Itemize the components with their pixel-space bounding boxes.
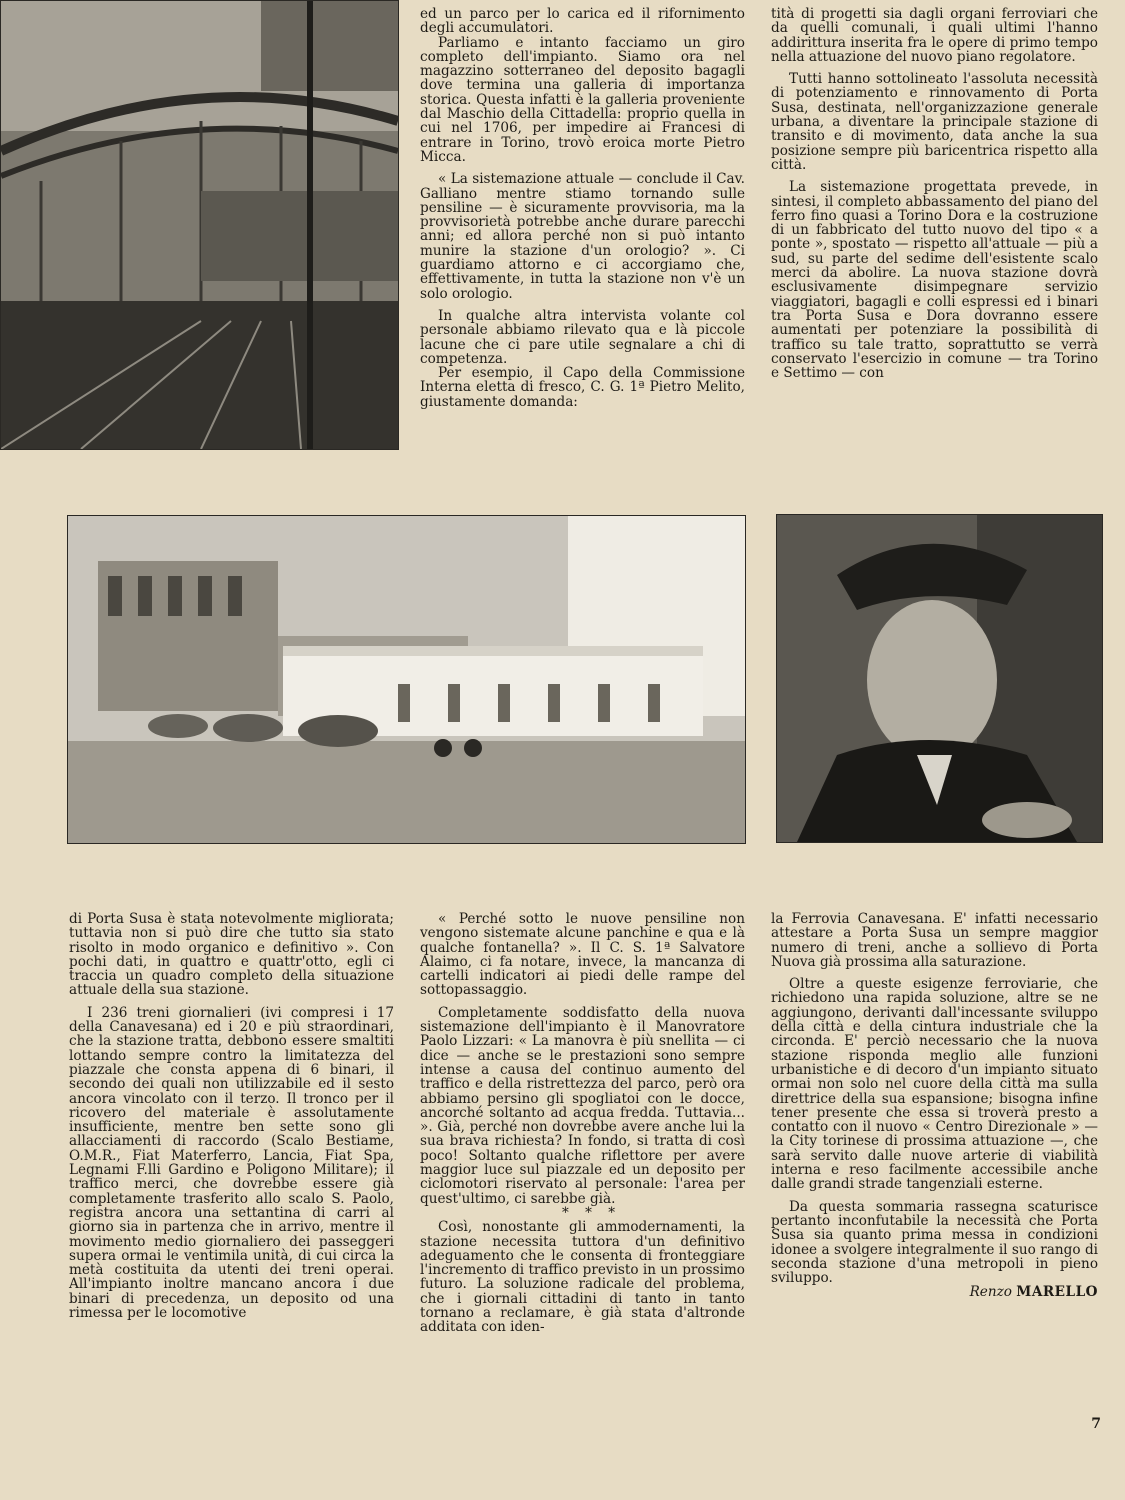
bottom-column-right xyxy=(771,912,1098,1300)
paragraph: In qualche altra intervista volante col personale abbiamo rilevato qua e là piccole lacune che ci pare utile segnalare a chi di competenza. xyxy=(420,307,745,367)
railway-bridge-photo xyxy=(0,0,399,450)
bottom-column-left xyxy=(69,912,394,1320)
page-number: 7 xyxy=(1091,1416,1101,1432)
paragraph: Parliamo e intanto facciamo un giro completo dell'impianto. Siamo ora nel magazzino sotterraneo del deposito bagagli dove termina una galleria di importanza storica. Questa infatti è la galleria proveniente dal Maschio della Cittadella: proprio quella in cui nel 1706, per impedire ai Francesi di entrare in Torino, trovò eroica morte Pietro Micca. xyxy=(420,34,745,165)
station-building-photo xyxy=(67,515,746,844)
author-first-name: Renzo xyxy=(969,1284,1012,1301)
top-column-right xyxy=(771,7,1098,380)
author-last-name: MARELLO xyxy=(1016,1284,1098,1301)
top-column-middle xyxy=(420,7,745,409)
paragraph: I 236 treni giornalieri (ivi compresi i 17 della Canavesana) ed i 20 e più straordinari, che la stazione tratta, debbono essere smaltiti lottando sempre contro la limitatezza del piazzale che consta appena di 6 binari, il secondo dei quali non utilizzabile ed il sesto ancora vincolato con il terzo. Il tronco per il ricovero del materiale è assolutamente insufficiente, mentre ben sette sono gli allacciamenti di raccordo (Scalo Bestiame, O.M.R., Fiat Materferro, Lancia, Fiat Spa, Legnami F.lli Gardino e Poligono Militare); il traffico merci, che dovrebbe essere già completamente trasferito allo scalo S. Paolo, registra ancora una settantina di carri al giorno sia in partenza che in arrivo, mentre il movimento medio giornaliero dei passeggeri supera ormai le ventimila unità, di cui circa la metà costituita da utenti dei treni operai. All'impianto inoltre mancano ancora i due binari di precedenza, un deposito od una rimessa per le locomotive xyxy=(69,1004,394,1322)
paragraph: Tutti hanno sottolineato l'assoluta necessità di potenziamento e rinnovamento di Porta Susa, destinata, nell'organizzazione generale urbana, a diventare la principale stazione di transito e di movimento, data anche la sua posizione sempre più baricentrica rispetto alla città. xyxy=(771,71,1098,173)
railway-officer-portrait xyxy=(776,514,1103,843)
station-building-illustration xyxy=(68,516,745,843)
officer-illustration xyxy=(777,515,1102,842)
paragraph: la Ferrovia Canavesana. E' infatti necessario attestare a Porta Susa un sempre maggior numero di treni, anche a sollievo di Porta Nuova già prossima alla saturazione. xyxy=(771,911,1098,970)
paragraph: Oltre a queste esigenze ferroviarie, che richiedono una rapida soluzione, altre se ne aggiungono, derivanti dall'incessante sviluppo della città e della cintura industriale che la circonda. E' perciò necessario che la nuova stazione risponda meglio alle funzioni urbanistiche e di decoro d'un impianto situato ormai non solo nel cuore della città ma sulla direttrice della sua espansione; bisogna infine tener presente che essa si troverà presto a contatto con il nuovo « Centro Direzionale » — la City torinese di prossima attuazione —, che sarà servito dalle nuove arterie di viabilità interna e reso facilmente accessibile anche dalle grandi strade tangenziali esterne. xyxy=(771,976,1098,1193)
author-signature xyxy=(771,1285,1098,1299)
paragraph: di Porta Susa è stata notevolmente migliorata; tuttavia non si può dire che tutto sia stato risolto in modo organico e definitivo ». Con pochi dati, in quattro e quattr'otto, egli ci traccia un quadro completo della situazione attuale della sua stazione. xyxy=(69,911,394,999)
bottom-column-middle xyxy=(420,912,745,1335)
paragraph: « La sistemazione attuale — conclude il Cav. Galliano mentre stiamo tornando sulle pensiline — è sicuramente provvisoria, ma la provvisorietà potrebbe anche durare parecchi anni; ed allora perché non si può intanto munire la stazione d'un orologio? ». Ci guardiamo attorno e ci accorgiamo che, effettivamente, in tutta la stazione non v'è un solo orologio. xyxy=(420,171,745,302)
paragraph: tità di progetti sia dagli organi ferroviari che da quelli comunali, i quali ultimi l'hanno addirittura inserita fra le opere di primo tempo nella attuazione del nuovo piano regolatore. xyxy=(771,6,1098,65)
paragraph: Completamente soddisfatto della nuova sistemazione dell'impianto è il Manovratore Paolo Lizzari: « La manovra è più snellita — ci dice — anche se le prestazioni sono sempre intense a causa del continuo aumento del traffico e della ristrettezza del parco, però ora abbiamo persino gli spogliatoi con le docce, ancorché soltanto ad acqua fredda. Tuttavia... ». Già, perché non dovrebbe avere anche lui la sua brava richiesta? In fondo, si tratta di così poco! Soltanto qualche riflettore per avere maggior luce sul piazzale ed un deposito per ciclomotori riservato al personale: l'area per quest'ultimo, ci sarebbe già. xyxy=(420,1004,745,1207)
paragraph: ed un parco per lo carica ed il rifornimento degli accumulatori. xyxy=(420,6,745,37)
paragraph: Da questa sommaria rassegna scaturisce pertanto inconfutabile la necessità che Porta Susa sia quanto prima messa in condizioni idonee a svolgere integralmente il suo rango di seconda stazione d'una metropoli in pieno sviluppo. xyxy=(771,1198,1098,1287)
paragraph: Così, nonostante gli ammodernamenti, la stazione necessita tuttora d'un definitivo adeguamento che le consenta di fronteggiare l'incremento di traffico previsto in un prossimo futuro. La soluzione radicale del problema, che i giornali cittadini di tanto in tanto tornano a reclamare, è già stata d'altronde additata con iden- xyxy=(420,1219,745,1336)
railway-bridge-illustration xyxy=(1,1,398,449)
paragraph: « Perché sotto le nuove pensiline non vengono sistemate alcune panchine e qua e là qualche fontanella? ». Il C. S. 1ª Salvatore Alaimo, ci fa notare, invece, la mancanza di cartelli indicatori ai piedi delle rampe del sottopassaggio. xyxy=(420,911,745,999)
paragraph: Per esempio, il Capo della Commissione Interna eletta di fresco, C. G. 1ª Pietro Melito, giustamente domanda: xyxy=(420,365,745,410)
paragraph: La sistemazione progettata prevede, in sintesi, il completo abbassamento del piano del ferro fino quasi a Torino Dora e la costruzione di un fabbricato del tutto nuovo del tipo « a ponte », spostato — rispetto all'attuale — più a sud, su parte del sedime dell'esistente scalo merci da abolire. La nuova stazione dovrà esclusivamente disimpegnare servizio viaggiatori, bagagli e colli espressi ed i binari tra Porta Susa e Dora dovranno essere aumentati per potenziare la possibilità di traffico su tale tratto, soprattutto se verrà conservato l'esercizio in comune — tra Torino e Settimo — con xyxy=(771,179,1098,382)
section-separator: * * * xyxy=(561,1204,622,1221)
